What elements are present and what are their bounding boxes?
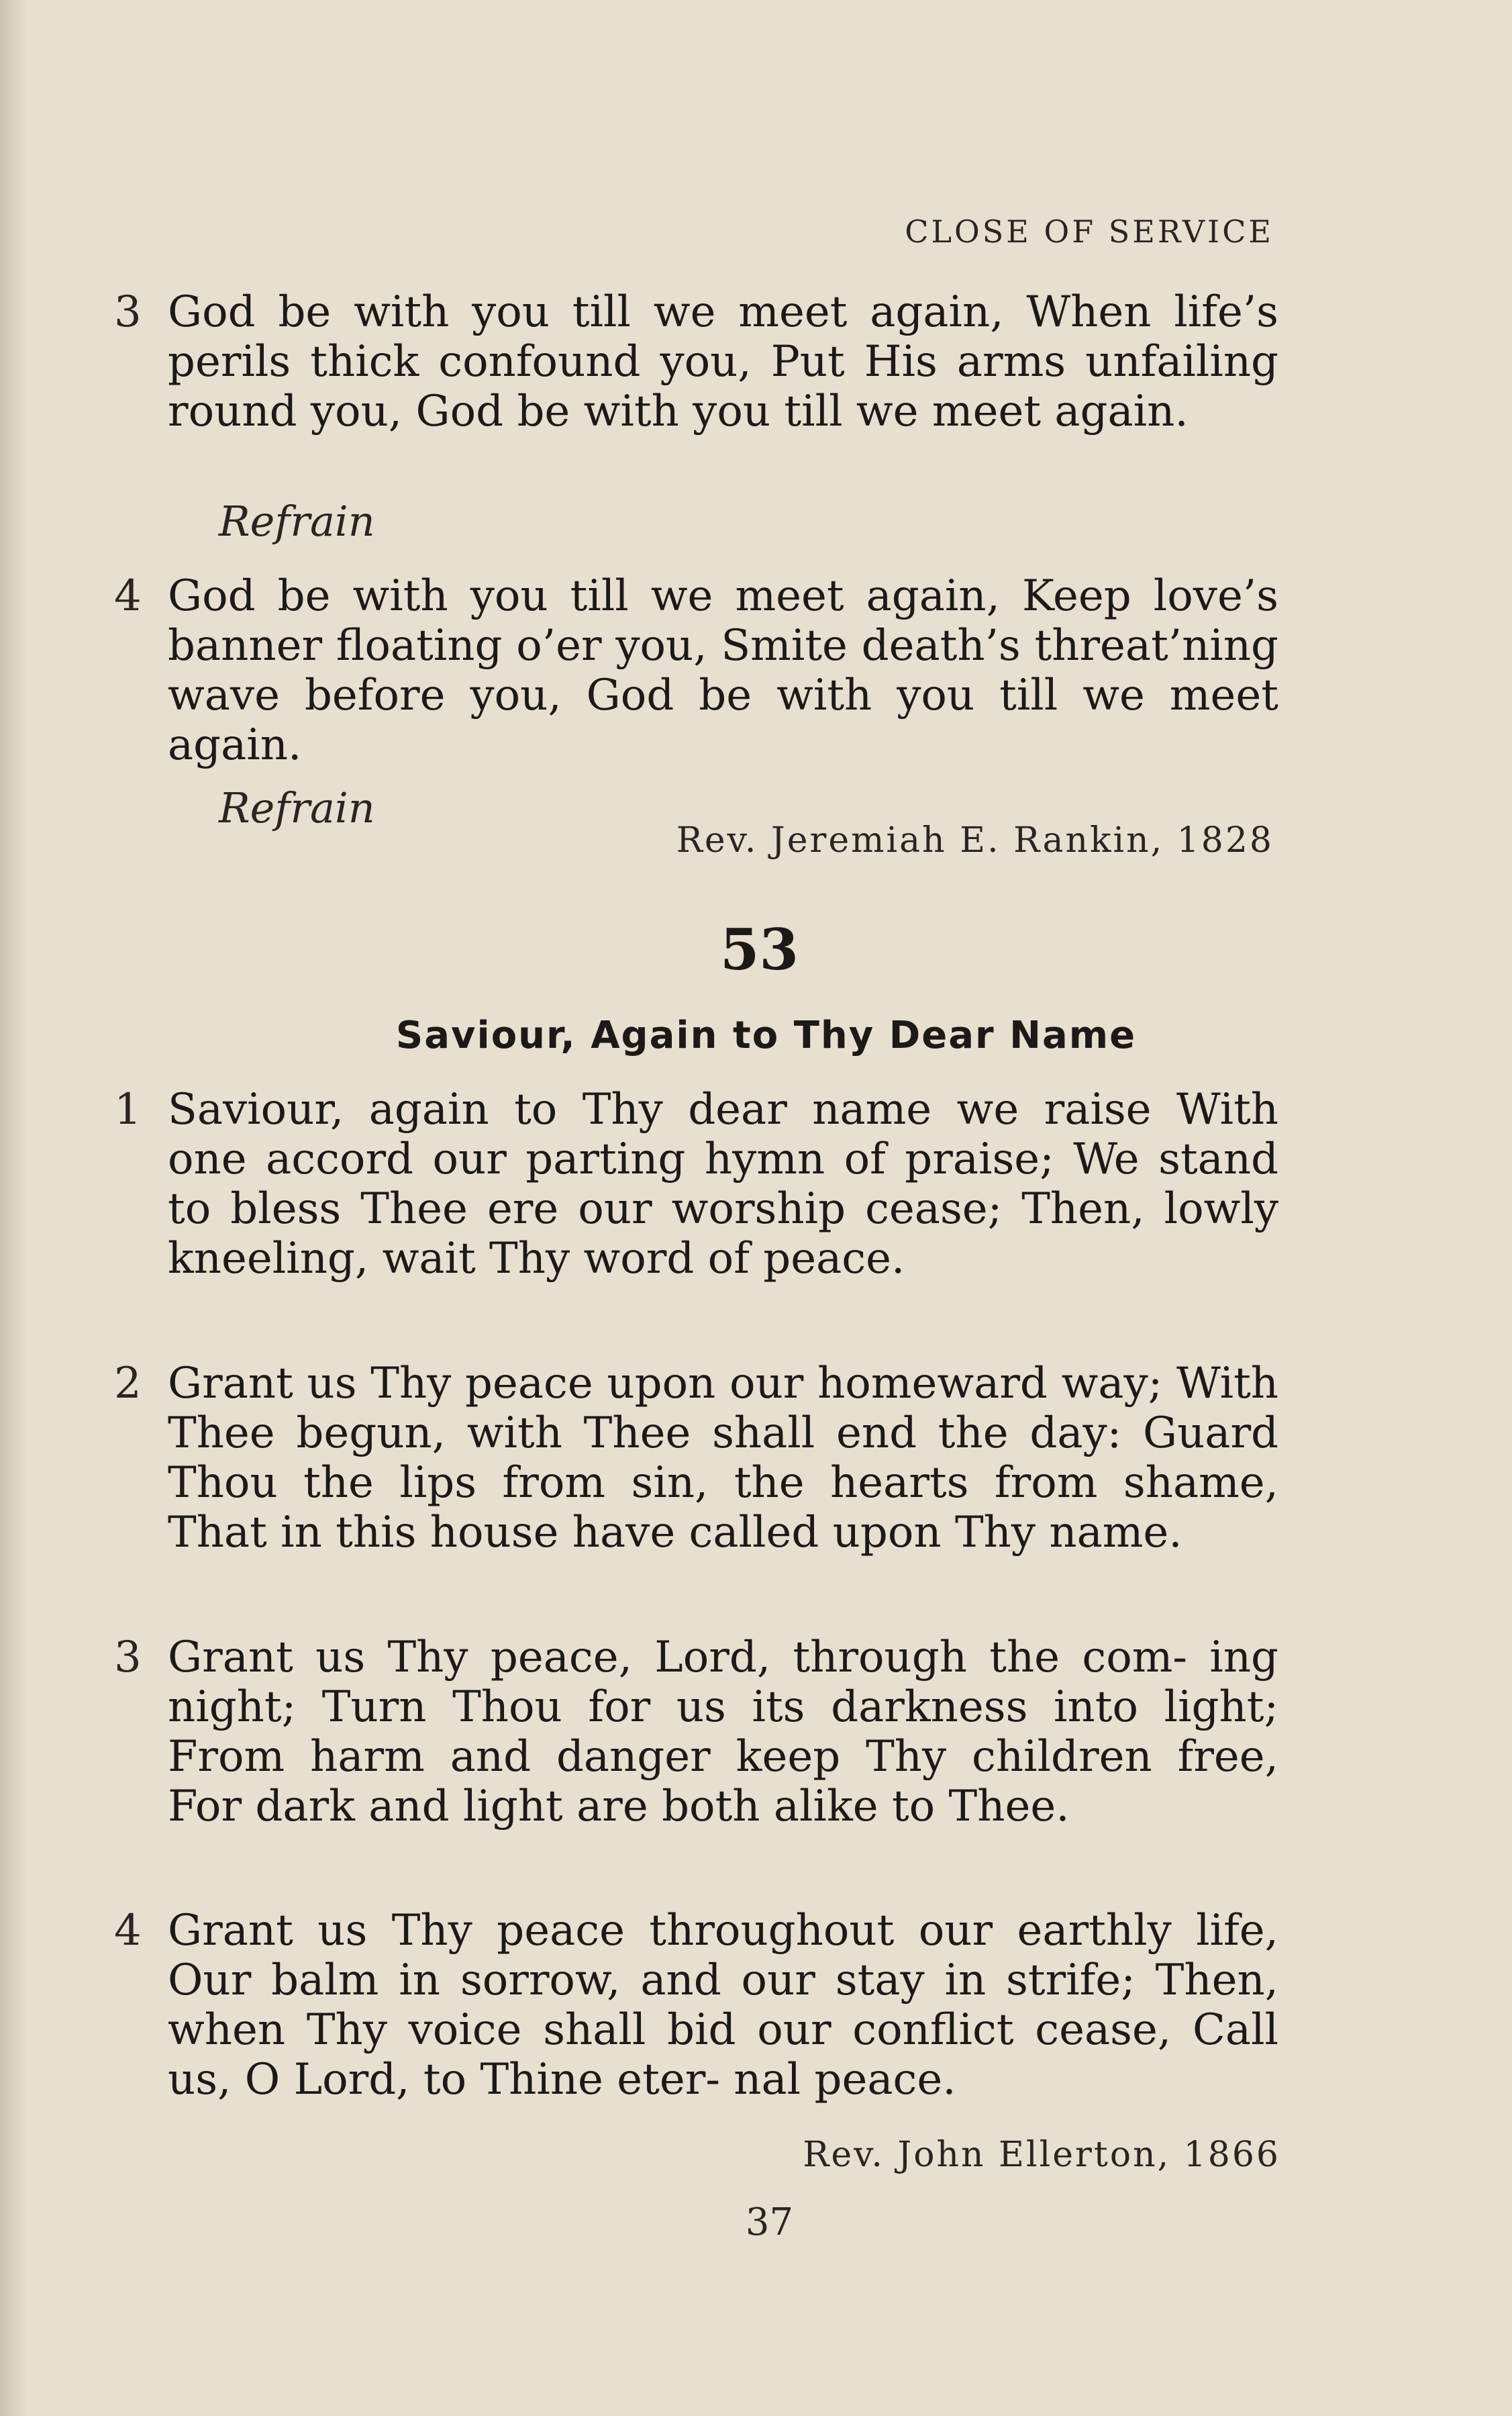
hymn-verse-4: [114, 1906, 1278, 2105]
verse-text: God be with you till we meet again, Keep love’s banner floating o’er you, Smite death’s threat’ning wave before you, God be with you till we meet again.: [168, 571, 1278, 770]
hymn-attribution: Rev. John Ellerton, 1866: [803, 2135, 1280, 2175]
verse-text: Saviour, again to Thy dear name we raise With one accord our parting hymn of praise; We stand to bless Thee ere our worship cease; Then, lowly kneeling, wait Thy word of peace.: [168, 1085, 1278, 1284]
verse-number: 1: [114, 1085, 142, 1134]
page-number: 37: [745, 2201, 794, 2244]
refrain-label: Refrain: [219, 497, 375, 546]
running-header: CLOSE OF SERVICE: [905, 213, 1274, 250]
verse-text: Grant us Thy peace upon our homeward way; With Thee begun, with Thee shall end the day: Guard Thou the lips from sin, the hearts from shame, That in this house have called upon Thy name.: [168, 1359, 1278, 1557]
previous-hymn-verse-3: [114, 287, 1278, 436]
verse-number: 3: [114, 287, 142, 337]
verse-text: Grant us Thy peace throughout our earthly life, Our balm in sorrow, and our stay in strife; Then, when Thy voice shall bid our conflict cease, Call us, O Lord, to Thine eter- nal peace.: [168, 1906, 1278, 2105]
hymn-verse-2: [114, 1359, 1278, 1557]
hymn-verse-3: [114, 1633, 1278, 1831]
previous-hymn-verse-4: [114, 571, 1278, 770]
hymn-number: 53: [720, 916, 799, 983]
page-edge-shadow: [0, 0, 27, 2416]
previous-hymn-attribution: Rev. Jeremiah E. Rankin, 1828: [676, 820, 1274, 861]
verse-number: 3: [114, 1633, 142, 1682]
verse-text: Grant us Thy peace, Lord, through the com- ing night; Turn Thou for us its darkness into light; From harm and danger keep Thy children free, For dark and light are both alike to Thee.: [168, 1633, 1278, 1831]
hymn-title: Saviour, Again to Thy Dear Name: [395, 1014, 1137, 1057]
verse-number: 4: [114, 1906, 142, 1955]
refrain-label: Refrain: [219, 783, 375, 832]
verse-text: God be with you till we meet again, When life’s perils thick confound you, Put His arms unfailing round you, God be with you till we meet again.: [168, 287, 1278, 436]
verse-number: 2: [114, 1359, 142, 1408]
hymn-verse-1: [114, 1085, 1278, 1284]
verse-number: 4: [114, 571, 142, 621]
